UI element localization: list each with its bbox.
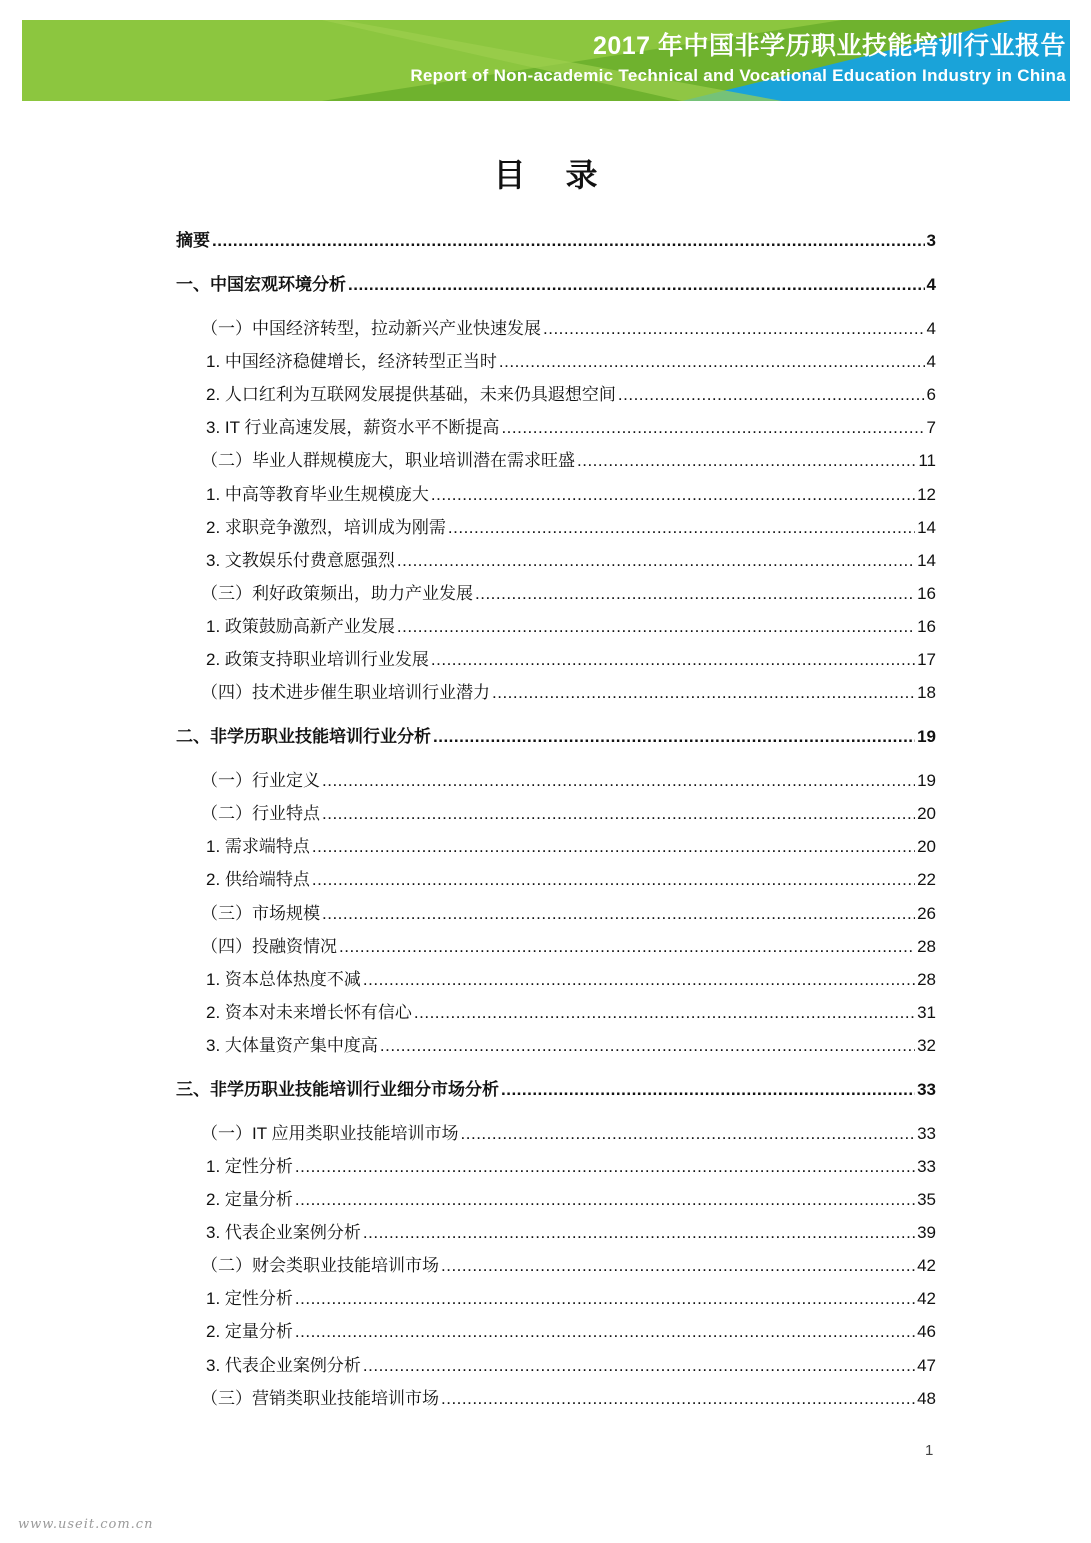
toc-leader-dots — [618, 385, 925, 405]
toc-entry-page: 28 — [917, 970, 936, 989]
toc-entry-page: 19 — [917, 727, 936, 746]
page-number: 1 — [925, 1442, 934, 1459]
toc-entry[interactable] — [206, 1317, 936, 1342]
toc-leader-dots — [543, 319, 925, 339]
toc-leader-dots — [501, 1080, 915, 1100]
toc-entry[interactable] — [206, 1152, 936, 1177]
toc-entry[interactable] — [176, 226, 936, 251]
toc-entry[interactable] — [201, 899, 936, 924]
toc-entry-page: 11 — [918, 451, 936, 470]
toc-entry-title: （二）行业特点 — [201, 804, 320, 823]
toc-leader-dots — [431, 485, 915, 505]
toc-leader-dots — [397, 617, 915, 637]
toc-entry-page: 20 — [917, 837, 936, 856]
toc-entry-page: 12 — [917, 485, 936, 504]
toc-entry-page: 4 — [926, 275, 936, 294]
toc-leader-dots — [501, 418, 924, 438]
toc-leader-dots — [499, 352, 925, 372]
toc-entry-title: 1. 政策鼓励高新产业发展 — [206, 617, 395, 636]
toc-entry-page: 42 — [917, 1256, 936, 1275]
toc-entry-title: 2. 人口红利为互联网发展提供基础，未来仍具遐想空间 — [206, 385, 616, 404]
toc-entry-title: 二、非学历职业技能培训行业分析 — [176, 727, 431, 746]
toc-entry-page: 28 — [917, 937, 936, 956]
toc-entry[interactable] — [201, 678, 936, 703]
toc-entry-page: 33 — [917, 1124, 936, 1143]
toc-leader-dots — [577, 451, 916, 471]
toc-entry-page: 22 — [917, 870, 936, 889]
toc-entry[interactable] — [206, 612, 936, 637]
toc-entry-title: 3. 文教娱乐付费意愿强烈 — [206, 551, 395, 570]
toc-entry-title: 2. 求职竞争激烈，培训成为刚需 — [206, 518, 446, 537]
toc-leader-dots — [312, 870, 915, 890]
toc-leader-dots — [295, 1289, 915, 1309]
toc-entry-title: 2. 定量分析 — [206, 1190, 293, 1209]
toc-entry-page: 20 — [917, 804, 936, 823]
toc-entry-title: 三、非学历职业技能培训行业细分市场分析 — [176, 1080, 499, 1099]
toc-leader-dots — [441, 1256, 915, 1276]
toc-entry-title: 一、中国宏观环境分析 — [176, 275, 346, 294]
toc-entry[interactable] — [206, 513, 936, 538]
toc-entry-page: 17 — [917, 650, 936, 669]
report-title: 2017 年中国非学历职业技能培训行业报告 — [592, 32, 1066, 60]
toc-entry-page: 33 — [917, 1157, 936, 1176]
toc-entry[interactable] — [201, 314, 936, 339]
toc-entry-title: （三）营销类职业技能培训市场 — [201, 1389, 439, 1408]
toc-entry-page: 6 — [926, 385, 936, 404]
toc-entry[interactable] — [206, 1351, 936, 1376]
toc-entry-title: （四）技术进步催生职业培训行业潜力 — [201, 683, 490, 702]
toc-entry-title: （二）毕业人群规模庞大，职业培训潜在需求旺盛 — [201, 451, 575, 470]
toc-entry-page: 3 — [926, 231, 936, 250]
toc-entry-title: （三）利好政策频出，助力产业发展 — [201, 584, 473, 603]
toc-entry[interactable] — [206, 347, 936, 372]
toc-entry-page: 46 — [917, 1322, 936, 1341]
toc-entry-title: （一）中国经济转型，拉动新兴产业快速发展 — [201, 319, 541, 338]
toc-leader-dots — [348, 275, 925, 295]
toc-leader-dots — [380, 1036, 915, 1056]
toc-entry-page: 33 — [917, 1080, 936, 1099]
toc-entry-title: （一）IT 应用类职业技能培训市场 — [201, 1124, 459, 1143]
toc-entry-title: 3. IT 行业高速发展，薪资水平不断提高 — [206, 418, 500, 437]
toc-entry-page: 7 — [926, 418, 936, 437]
toc-entry-page: 4 — [926, 352, 936, 371]
toc-entry[interactable] — [176, 1075, 936, 1100]
toc-entry-title: 1. 定性分析 — [206, 1157, 293, 1176]
toc-entry-page: 31 — [917, 1003, 936, 1022]
toc-entry[interactable] — [206, 380, 936, 405]
toc-leader-dots — [295, 1322, 915, 1342]
toc-entry[interactable] — [206, 413, 936, 438]
toc-leader-dots — [339, 937, 915, 957]
toc-leader-dots — [431, 650, 915, 670]
toc-entry-title: 摘要 — [176, 231, 210, 250]
toc-leader-dots — [397, 551, 915, 571]
toc-entry[interactable] — [206, 965, 936, 990]
toc-entry-page: 48 — [917, 1389, 936, 1408]
toc-entry-title: 2. 政策支持职业培训行业发展 — [206, 650, 429, 669]
toc-heading: 目录 — [493, 157, 638, 193]
toc-leader-dots — [363, 970, 915, 990]
toc-entry-page: 39 — [917, 1223, 936, 1242]
toc-leader-dots — [448, 518, 915, 538]
toc-leader-dots — [212, 231, 925, 251]
toc-entry-page: 16 — [917, 617, 936, 636]
toc-entry[interactable] — [206, 1218, 936, 1243]
watermark: www.useit.com.cn — [18, 1517, 154, 1532]
toc-entry[interactable] — [176, 722, 936, 747]
toc-entry-page: 14 — [917, 551, 936, 570]
toc-entry-title: 3. 代表企业案例分析 — [206, 1223, 361, 1242]
toc-entry-page: 32 — [917, 1036, 936, 1055]
toc-entry[interactable] — [206, 546, 936, 571]
toc-entry-page: 18 — [917, 683, 936, 702]
toc-leader-dots — [295, 1190, 915, 1210]
toc-entry-title: 1. 需求端特点 — [206, 837, 310, 856]
toc-entry[interactable] — [206, 998, 936, 1023]
toc-entry[interactable] — [206, 1185, 936, 1210]
toc-entry[interactable] — [201, 1251, 936, 1276]
toc-entry[interactable] — [201, 1384, 936, 1409]
toc-entry-page: 47 — [917, 1356, 936, 1375]
toc-entry-page: 35 — [917, 1190, 936, 1209]
toc-leader-dots — [322, 771, 915, 791]
toc-entry-page: 42 — [917, 1289, 936, 1308]
toc-leader-dots — [461, 1124, 916, 1144]
toc-entry-page: 26 — [917, 904, 936, 923]
toc-leader-dots — [322, 904, 915, 924]
toc-leader-dots — [441, 1389, 915, 1409]
toc-leader-dots — [363, 1223, 915, 1243]
toc-entry-page: 16 — [917, 584, 936, 603]
toc-entry-title: 3. 大体量资产集中度高 — [206, 1036, 378, 1055]
toc-entry[interactable] — [206, 480, 936, 505]
toc-entry[interactable] — [206, 1031, 936, 1056]
toc-entry-page: 14 — [917, 518, 936, 537]
report-subtitle: Report of Non-academic Technical and Vocational Education Industry in China — [410, 66, 1066, 85]
toc-entry[interactable] — [201, 932, 936, 957]
toc-leader-dots — [312, 837, 915, 857]
toc-leader-dots — [492, 683, 915, 703]
toc-entry-title: 2. 供给端特点 — [206, 870, 310, 889]
toc-entry[interactable] — [176, 270, 936, 295]
toc-entry-title: （一）行业定义 — [201, 771, 320, 790]
toc-entry-title: （二）财会类职业技能培训市场 — [201, 1256, 439, 1275]
toc-entry[interactable] — [206, 645, 936, 670]
toc-entry[interactable] — [201, 766, 936, 791]
toc-entry-title: （三）市场规模 — [201, 904, 320, 923]
toc-entry[interactable] — [201, 446, 936, 471]
toc-entry-title: 1. 中高等教育毕业生规模庞大 — [206, 485, 429, 504]
toc-entry-page: 4 — [926, 319, 936, 338]
toc-leader-dots — [363, 1356, 915, 1376]
toc-leader-dots — [414, 1003, 915, 1023]
toc-entry-title: 2. 资本对未来增长怀有信心 — [206, 1003, 412, 1022]
toc-entry-title: 2. 定量分析 — [206, 1322, 293, 1341]
toc-entry-page: 19 — [917, 771, 936, 790]
toc-entry[interactable] — [206, 832, 936, 857]
toc-entry-title: 3. 代表企业案例分析 — [206, 1356, 361, 1375]
toc-leader-dots — [295, 1157, 915, 1177]
toc-entry[interactable] — [206, 865, 936, 890]
toc-entry-title: 1. 中国经济稳健增长，经济转型正当时 — [206, 352, 497, 371]
toc-leader-dots — [475, 584, 915, 604]
toc-entry[interactable] — [201, 579, 936, 604]
toc-entry[interactable] — [201, 1119, 936, 1144]
toc-entry[interactable] — [206, 1284, 936, 1309]
toc-entry-title: 1. 定性分析 — [206, 1289, 293, 1308]
toc-entry[interactable] — [201, 799, 936, 824]
toc-entry-title: 1. 资本总体热度不减 — [206, 970, 361, 989]
toc-leader-dots — [322, 804, 915, 824]
toc-entry-title: （四）投融资情况 — [201, 937, 337, 956]
toc-leader-dots — [433, 727, 915, 747]
